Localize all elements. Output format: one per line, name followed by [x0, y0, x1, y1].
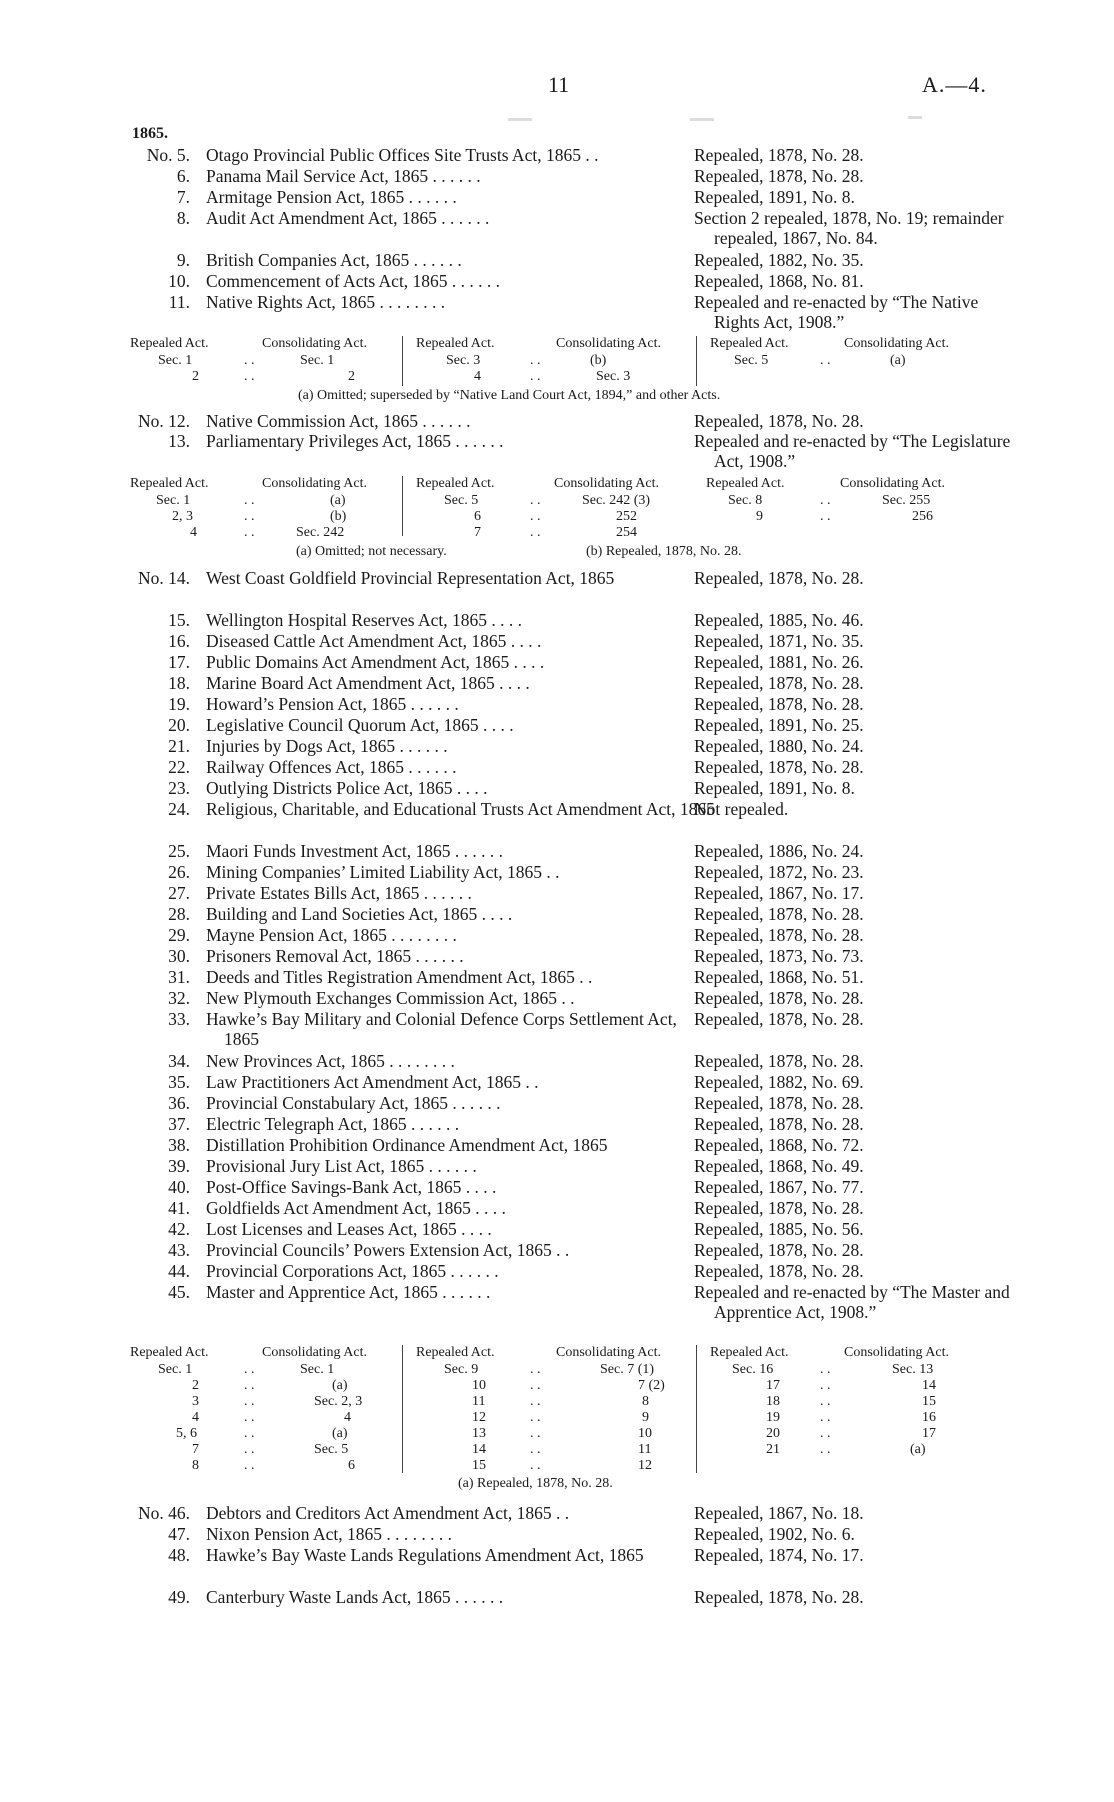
table-header: Consolidating Act. — [556, 336, 661, 351]
table-header: Repealed Act. — [706, 476, 785, 491]
table-header: Consolidating Act. — [844, 336, 949, 351]
table-header: Consolidating Act. — [844, 1345, 949, 1360]
table-row: Sec. 1 . . Sec. 1 Sec. 9 . . Sec. 7 (1) Sec. 16 . . Sec. 13 — [158, 1362, 934, 1377]
table-header: Consolidating Act. — [554, 476, 659, 491]
table-header: Repealed Act. — [710, 336, 789, 351]
table-row: 4 . . 4 12 . . 9 19 . . 16 — [192, 1410, 936, 1425]
table-row: 4 . . Sec. 242 7 . . 254 — [190, 525, 637, 540]
table-row: 8 . . 6 15 . . 12 — [192, 1458, 652, 1473]
table-header: Consolidating Act. — [262, 1345, 367, 1360]
year-heading: 1865. — [132, 125, 168, 142]
table-header: Repealed Act. — [710, 1345, 789, 1360]
scan-speck — [690, 118, 714, 121]
page-number: 11 — [548, 72, 570, 97]
scan-speck — [908, 116, 922, 119]
table-footnote: (b) Repealed, 1878, No. 28. — [586, 544, 742, 559]
table-row: 2 . . (a) 10 . . 7 (2) 17 . . 14 — [192, 1378, 936, 1393]
table-header: Consolidating Act. — [262, 476, 367, 491]
table-header: Repealed Act. — [130, 476, 209, 491]
table-row: 2 . . 2 4 . . Sec. 3 — [192, 369, 631, 384]
table-footnote: (a) Repealed, 1878, No. 28. — [458, 1476, 613, 1491]
table-footnote: (a) Omitted; superseded by “Native Land Court Act, 1894,” and other Acts. — [298, 388, 721, 403]
table-header: Repealed Act. — [416, 476, 495, 491]
scan-speck — [508, 118, 532, 121]
section-table-3 — [130, 1345, 1000, 1485]
table-row: Sec. 1 . . (a) Sec. 5 . . Sec. 242 (3) Sec. 8 . . Sec. 255 — [156, 493, 931, 508]
table-header: Repealed Act. — [130, 1345, 209, 1360]
section-table-1 — [130, 336, 1000, 396]
document-code: A.—4. — [922, 72, 987, 97]
table-row: 5, 6 . . (a) 13 . . 10 20 . . 17 — [176, 1426, 936, 1441]
table-header: Consolidating Act. — [262, 336, 367, 351]
table-row: 7 . . Sec. 5 14 . . 11 21 . . (a) — [192, 1442, 926, 1457]
table-header: Repealed Act. — [130, 336, 209, 351]
table-row: 3 . . Sec. 2, 3 11 . . 8 18 . . 15 — [192, 1394, 936, 1409]
section-table-2 — [130, 476, 1000, 546]
table-row: Sec. 1 . . Sec. 1 Sec. 3 . . (b) Sec. 5 . . (a) — [158, 353, 906, 368]
table-header: Consolidating Act. — [840, 476, 945, 491]
table-header: Repealed Act. — [416, 336, 495, 351]
table-footnote: (a) Omitted; not necessary. — [296, 544, 447, 559]
table-row: 2, 3 . . (b) 6 . . 252 9 . . 256 — [172, 509, 933, 524]
table-header: Repealed Act. — [416, 1345, 495, 1360]
table-header: Consolidating Act. — [556, 1345, 661, 1360]
